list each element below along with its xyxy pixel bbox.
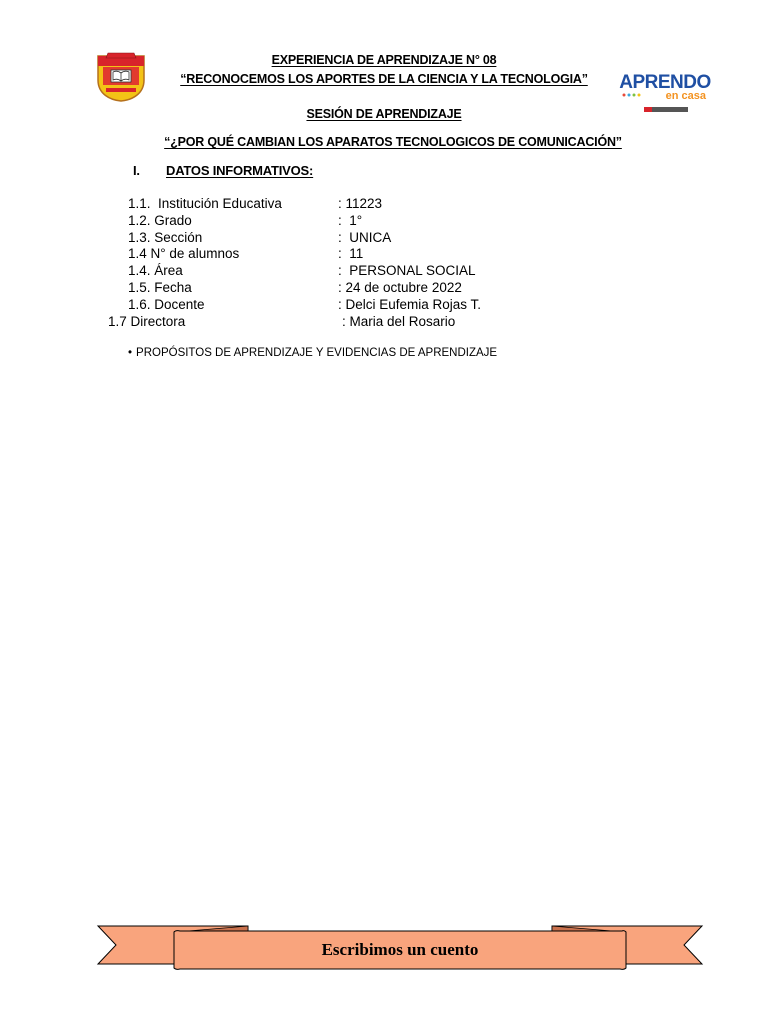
info-value: : 1° xyxy=(338,212,363,228)
info-label: 1.1. Institución Educativa xyxy=(128,196,282,211)
info-label: 1.4 N° de alumnos xyxy=(128,246,240,262)
info-value: : 11223 xyxy=(338,196,383,211)
info-value: : Delci Eufemia Rojas T. xyxy=(338,296,482,312)
info-value: : 24 de octubre 2022 xyxy=(338,279,462,295)
purposes-text: PROPÓSITOS DE APRENDIZAJE Y EVIDENCIAS DE APRENDIZAJE xyxy=(136,347,498,359)
aprendo-word: APRENDO xyxy=(619,72,711,93)
experience-title: EXPERIENCIA DE APRENDIZAJE N° 08 xyxy=(271,53,497,67)
info-label: 1.7 Directora xyxy=(108,313,186,329)
experience-subtitle: “RECONOCEMOS LOS APORTES DE LA CIENCIA Y LA TECNOLOGIA” xyxy=(180,72,588,86)
bullet-icon: • xyxy=(128,347,133,359)
info-label: 1.4. Área xyxy=(128,263,183,279)
info-value: : UNICA xyxy=(338,229,392,245)
info-value: : 11 xyxy=(338,246,364,262)
session-question: “¿POR QUÉ CAMBIAN LOS APARATOS TECNOLOGICOS DE COMUNICACIÓN” xyxy=(164,135,622,149)
info-value: : Maria del Rosario xyxy=(342,313,456,329)
info-labels xyxy=(108,196,328,330)
info-label: 1.5. Fecha xyxy=(128,279,192,295)
info-values xyxy=(338,196,578,330)
info-label: 1.6. Docente xyxy=(128,296,205,312)
info-label: 1.2. Grado xyxy=(128,212,192,228)
section-heading xyxy=(133,163,313,178)
section-number: I. xyxy=(133,163,140,178)
info-value: : PERSONAL SOCIAL xyxy=(338,263,476,279)
en-casa-word: en casa xyxy=(665,90,706,102)
info-label: 1.3. Sección xyxy=(128,229,203,245)
purposes-bullet xyxy=(128,347,497,359)
section-title: DATOS INFORMATIVOS: xyxy=(166,163,314,178)
banner-title: Escribimos un cuento xyxy=(321,940,479,959)
session-title: SESIÓN DE APRENDIZAJE xyxy=(306,107,462,121)
